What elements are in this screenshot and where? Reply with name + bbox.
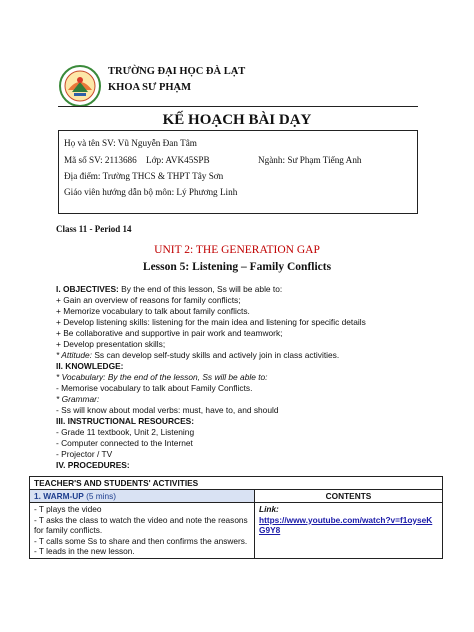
link-label: Link: — [259, 504, 279, 514]
objective-item: + Develop listening skills: listening for the main idea and listening for specific details — [56, 317, 366, 327]
attitude-line — [56, 350, 339, 361]
objective-item: + Develop presentation skills; — [56, 339, 166, 349]
header-divider — [58, 106, 418, 107]
objective-item: + Memorize vocabulary to talk about family conflicts. — [56, 306, 250, 316]
lesson-title: Lesson 5: Listening – Family Conflicts — [142, 261, 332, 273]
contents-cell — [255, 503, 443, 559]
objectives-intro: By the end of this lesson, Ss will be able to: — [118, 284, 283, 294]
supervising-teacher: Giáo viên hướng dẫn bộ môn: Lý Phương Linh — [64, 187, 238, 197]
unit-title: UNIT 2: THE GENERATION GAP — [154, 244, 320, 256]
student-name: Họ và tên SV: Vũ Nguyễn Đan Tâm — [64, 138, 197, 148]
activity-item: - T leads in the new lesson. — [34, 546, 135, 556]
vocabulary-label: * Vocabulary: By the end of the lesson, Ss will be able to: — [56, 372, 268, 382]
activity-item: - T plays the video — [34, 504, 102, 514]
resource-item: - Grade 11 textbook, Unit 2, Listening — [56, 427, 195, 437]
video-link[interactable]: https://www.youtube.com/watch?v=f1oyseKG9Y8 — [259, 514, 433, 535]
resource-item: - Projector / TV — [56, 449, 113, 459]
warmup-label: 1. WARM-UP — [34, 491, 84, 501]
warmup-row — [30, 490, 443, 503]
resource-item: - Computer connected to the Internet — [56, 438, 193, 448]
resources-heading: III. INSTRUCTIONAL RESOURCES: — [56, 416, 195, 426]
warmup-cell — [30, 490, 255, 503]
knowledge-heading: II. KNOWLEDGE: — [56, 361, 124, 371]
university-name: TRƯỜNG ĐẠI HỌC ĐÀ LẠT — [108, 66, 246, 77]
warmup-time: (5 mins) — [83, 491, 117, 501]
activities-header: TEACHER'S AND STUDENTS' ACTIVITIES — [30, 477, 443, 490]
attitude-text: Ss can develop self-study skills and actively join in class activities. — [92, 350, 340, 360]
vocabulary-item: - Memorise vocabulary to talk about Family Conflicts. — [56, 383, 253, 393]
class-period: Class 11 - Period 14 — [56, 224, 132, 234]
teaching-place: Địa điểm: Trường THCS & THPT Tây Sơn — [64, 171, 224, 181]
grammar-label: * Grammar: — [56, 394, 100, 404]
contents-header: CONTENTS — [255, 490, 443, 503]
student-class: Lớp: AVK45SPB — [146, 155, 210, 165]
student-id: Mã số SV: 2113686 — [64, 155, 137, 165]
objective-item: + Be collaborative and supportive in pair work and teamwork; — [56, 328, 283, 338]
activities-cell — [30, 503, 255, 559]
faculty-name: KHOA SƯ PHẠM — [108, 82, 192, 93]
table-header-row — [30, 477, 443, 490]
grammar-item: - Ss will know about modal verbs: must, have to, and should — [56, 405, 279, 415]
objective-item: + Gain an overview of reasons for family conflicts; — [56, 295, 241, 305]
activity-item: - T calls some Ss to share and then confirms the answers. — [34, 535, 248, 546]
student-major: Ngành: Sư Phạm Tiếng Anh — [258, 155, 362, 165]
activity-row — [30, 503, 443, 559]
procedures-heading: IV. PROCEDURES: — [56, 460, 130, 470]
objectives-line — [56, 284, 282, 295]
page-title: KẾ HOẠCH BÀI DẠY — [162, 112, 312, 128]
attitude-label: * Attitude: — [56, 350, 93, 360]
procedures-table — [29, 476, 443, 559]
objectives-heading: I. OBJECTIVES: — [56, 284, 119, 294]
activity-item: - T asks the class to watch the video and note the reasons for family conflicts. — [34, 514, 248, 535]
university-seal-logo — [58, 64, 102, 108]
